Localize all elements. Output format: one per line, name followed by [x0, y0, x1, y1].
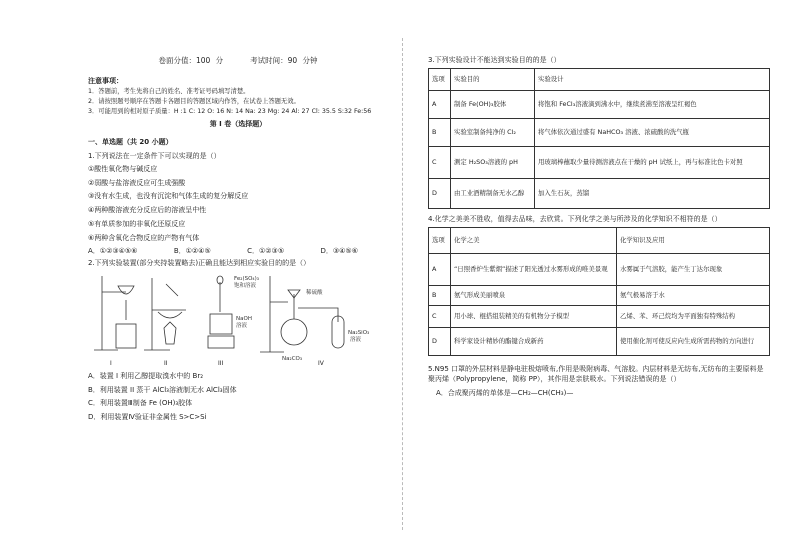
table-cell: C — [429, 305, 451, 327]
round-flask — [281, 319, 307, 345]
table-row[interactable] — [429, 118, 770, 146]
header-cell: 实验目的 — [451, 68, 535, 90]
q1-choices — [88, 247, 358, 256]
label-roman-1: I — [110, 359, 112, 367]
table-row[interactable] — [429, 327, 770, 355]
table-cell: 制备 Fe(OH)₃胶体 — [451, 90, 535, 118]
table-cell: 氨气极易溶于水 — [617, 285, 770, 305]
header-cell: 选项 — [429, 68, 451, 90]
label-acid: 稀硫酸 — [306, 289, 323, 296]
table-row[interactable] — [429, 253, 770, 285]
q3-stem: 3.下列实验设计不能达到实验目的的是（） — [428, 56, 561, 64]
label-sio3b: 溶液 — [350, 336, 362, 343]
table-cell: 由工业酒精制备无水乙醇 — [451, 178, 535, 208]
table-cell: C — [429, 146, 451, 178]
label-na2co3: Na₂CO₃ — [282, 355, 303, 362]
q1-item: ⑥两种含氧化合物反应的产物有气体 — [88, 233, 200, 242]
q1-stem: 1.下列说法在一定条件下可以实现的是（） — [88, 152, 221, 161]
choice-c[interactable]: C．①②③⑤ — [247, 247, 285, 256]
label-naoh: NaOH — [236, 315, 252, 322]
beaker-naoh — [210, 314, 232, 334]
q3-table — [428, 68, 770, 209]
table-cell: 测定 H₂SO₃溶液的 pH — [451, 146, 535, 178]
alcohol-lamp — [164, 322, 176, 344]
q5-option-a[interactable]: A．合成聚丙烯的单体是—CH₂—CH(CH₃)— — [436, 388, 574, 397]
choice-b[interactable]: B．①②④⑤ — [173, 247, 211, 256]
q1-item: ②弱酸与盐溶液反应可生成强酸 — [88, 178, 186, 187]
q2-option-a[interactable]: A．装置 I 利用乙醇提取溴水中的 Br₂ — [88, 371, 204, 380]
table-cell: A — [429, 253, 451, 285]
table-cell: D — [429, 327, 451, 355]
q1-item: ⑤有单质参加的非氧化还原反应 — [88, 219, 186, 228]
table-cell: A — [429, 90, 451, 118]
column-divider — [402, 38, 403, 530]
note-item: 2．请按照题号顺序在答题卡各题目的答题区域内作答，在试卷上答题无效。 — [88, 97, 300, 105]
table-cell: D — [429, 178, 451, 208]
header-cell: 化学之美 — [451, 227, 617, 253]
q2-option-c[interactable]: C．利用装置Ⅲ制备 Fe (OH)₃胶体 — [88, 399, 193, 408]
label-fe: Fe₂(SO₄)₃ — [234, 275, 259, 282]
q5-stem: 5.N95 口罩的外层材料是静电驻极熔喷布,作用是吸附病毒、气溶胶。内层材料是无纺布,无纺布的主要原料是聚丙烯（Polypropylene，简称 PP），其作用是亲肤吸水。下列说法错误的是（） — [428, 364, 764, 383]
table-row[interactable] — [429, 285, 770, 305]
table-row[interactable] — [429, 90, 770, 118]
header-cell: 选项 — [429, 227, 451, 253]
table-cell: 将饱和 FeCl₃溶液滴到沸水中，继续煮沸至溶液呈红褐色 — [535, 90, 770, 118]
note-item: 3．可能用到的相对原子质量：H :1 C: 12 O: 16 N: 14 Na: 23 Mg: 24 Al: 27 Cl: 35.5 S:32 Fe:56 — [88, 107, 372, 115]
table-row[interactable] — [429, 146, 770, 178]
left-column — [88, 56, 388, 427]
separatory-funnel — [118, 286, 134, 294]
notes-title: 注意事项： — [88, 77, 123, 86]
q4-stem: 4.化学之美美不胜收，值得去品味，去欣赏。下列化学之美与所涉及的化学知识不相符的是（） — [428, 214, 722, 223]
table-cell: B — [429, 285, 451, 305]
table-cell: 水雾属于气溶胶，能产生丁达尔现象 — [617, 253, 770, 285]
right-column — [428, 56, 770, 402]
score-label: 卷面分值：100 分 — [158, 56, 224, 65]
table-cell: 将气体依次通过盛有 NaHCO₃ 溶液、浓硫酸的洗气瓶 — [535, 118, 770, 146]
section-title: 第 I 卷（选择题） — [209, 119, 267, 128]
q1-item: ③没有水生成，也没有沉淀和气体生成的复分解反应 — [88, 192, 249, 201]
table-row[interactable] — [429, 178, 770, 208]
evaporating-dish — [158, 312, 182, 318]
table-row[interactable] — [429, 305, 770, 327]
exam-header — [88, 56, 388, 65]
q1-item: ④两种酸溶液充分反应后的溶液呈中性 — [88, 206, 207, 215]
apparatus-drawing — [88, 272, 388, 364]
label-roman-2: II — [164, 359, 168, 367]
table-cell: 氨气形成美丽喷泉 — [451, 285, 617, 305]
beaker — [116, 324, 136, 348]
label-roman-3: III — [218, 359, 224, 367]
table-header-row — [429, 227, 770, 253]
note-item: 1．答题前，考生先将自己的姓名、准考证号码填写清楚。 — [88, 88, 250, 96]
q1-item: ①酸性氧化物与碱反应 — [88, 164, 158, 173]
apparatus-figure — [88, 272, 388, 367]
choice-a[interactable]: A．①②③④⑤⑥ — [88, 247, 138, 256]
table-cell: 使用催化剂可使反应向生成所需药物的方向进行 — [617, 327, 770, 355]
table-cell: 加入生石灰，蒸馏 — [535, 178, 770, 208]
table-cell: 实验室制备纯净的 Cl₂ — [451, 118, 535, 146]
table-cell: “日照香炉生紫烟”描述了阳光透过水雾形成的唯美景观 — [451, 253, 617, 285]
table-cell: 用玻璃棒蘸取少量待测溶液点在干燥的 pH 试纸上，再与标准比色卡对照 — [535, 146, 770, 178]
choice-d[interactable]: D．③④⑤⑥ — [320, 247, 358, 256]
label-naoh2: 溶液 — [236, 322, 248, 329]
q2-stem: 2.下列实验装置(部分夹持装置略去)正确且能达到相应实验目的的是（） — [88, 259, 311, 268]
part-title: 一、单选题（共 20 小题） — [88, 138, 173, 147]
table-cell: 乙烯、苯、环己烷均为平面独有特殊结构 — [617, 305, 770, 327]
q2-option-d[interactable]: D．利用装置Ⅳ验证非金属性 S>C>Si — [88, 413, 207, 422]
header-cell: 化学知识及应用 — [617, 227, 770, 253]
q2-option-b[interactable]: B．利用装置 II 蒸干 AlCl₃溶液制无水 AlCl₃固体 — [88, 385, 237, 394]
table-cell: 用小球、棍搭组装精美的有机物分子模型 — [451, 305, 617, 327]
header-cell: 实验设计 — [535, 68, 770, 90]
glass-rod — [166, 284, 178, 296]
label-roman-4: IV — [318, 359, 324, 367]
time-label: 考试时间：90 分钟 — [250, 56, 318, 65]
table-cell: 科学家设计精妙的酯键合成新药 — [451, 327, 617, 355]
label-sio3: Na₂SiO₃ — [348, 329, 370, 336]
q4-table — [428, 227, 770, 356]
label-fe2: 饱和溶液 — [234, 282, 257, 289]
table-cell: B — [429, 118, 451, 146]
table-header-row — [429, 68, 770, 90]
